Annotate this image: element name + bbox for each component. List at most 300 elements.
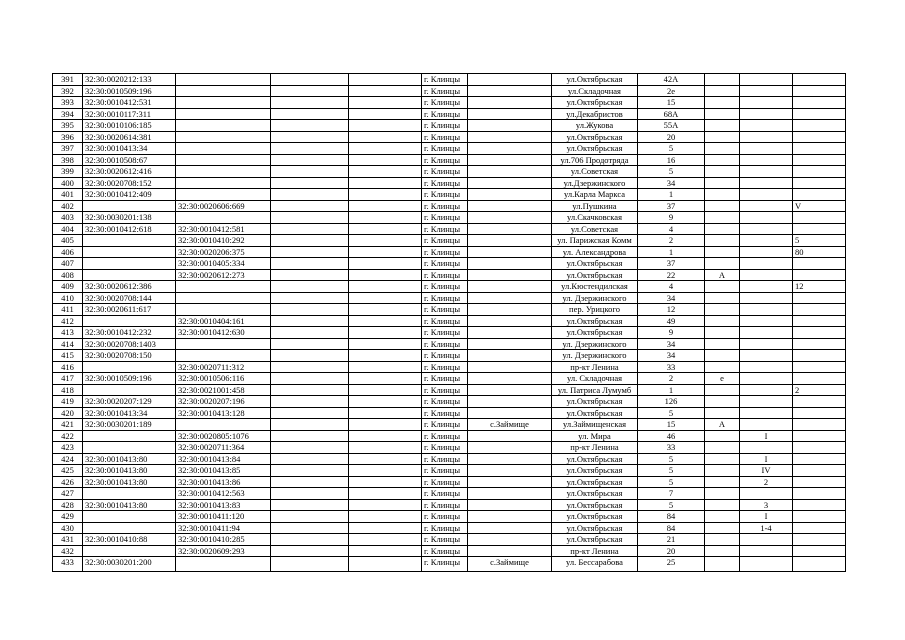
house-number-cell: 16 (638, 154, 705, 166)
letter-cell (705, 177, 740, 189)
settlement-cell (468, 488, 552, 500)
col-4-cell (271, 74, 349, 86)
city-cell: г. Клинцы (422, 534, 468, 546)
room-cell (793, 557, 846, 572)
row-number-cell: 424 (53, 453, 83, 465)
col-4-cell (271, 373, 349, 385)
settlement-cell (468, 281, 552, 293)
room-cell (793, 453, 846, 465)
settlement-cell (468, 350, 552, 362)
street-cell: ул.Займищенская (552, 419, 638, 431)
col-5-cell (349, 396, 422, 408)
col-4-cell (271, 499, 349, 511)
col-4-cell (271, 465, 349, 477)
table-row (53, 557, 846, 572)
cadastral-number-2-cell: 32:30:0021001:458 (176, 384, 271, 396)
col-4-cell (271, 97, 349, 109)
table-row (53, 396, 846, 408)
cadastral-number-cell: 32:30:0010117:311 (83, 108, 176, 120)
cadastral-number-cell (83, 384, 176, 396)
col-4-cell (271, 557, 349, 572)
col-4-cell (271, 534, 349, 546)
street-cell: ул.Октябрьская (552, 315, 638, 327)
settlement-cell (468, 154, 552, 166)
table-row (53, 154, 846, 166)
row-number-cell: 391 (53, 74, 83, 86)
unit-cell (740, 304, 793, 316)
col-5-cell (349, 212, 422, 224)
street-cell: пр-кт Ленина (552, 442, 638, 454)
house-number-cell: 2 (638, 373, 705, 385)
row-number-cell: 411 (53, 304, 83, 316)
house-number-cell: 37 (638, 200, 705, 212)
col-5-cell (349, 534, 422, 546)
cadastral-number-2-cell: 32:30:0020711:364 (176, 442, 271, 454)
cadastral-number-cell: 32:30:0020708:150 (83, 350, 176, 362)
house-number-cell: 15 (638, 419, 705, 431)
row-number-cell: 398 (53, 154, 83, 166)
street-cell: ул.Октябрьская (552, 258, 638, 270)
table-row (53, 350, 846, 362)
col-4-cell (271, 315, 349, 327)
col-5-cell (349, 384, 422, 396)
city-cell: г. Клинцы (422, 269, 468, 281)
col-4-cell (271, 442, 349, 454)
house-number-cell: 25 (638, 557, 705, 572)
row-number-cell: 396 (53, 131, 83, 143)
city-cell: г. Клинцы (422, 545, 468, 557)
city-cell: г. Клинцы (422, 246, 468, 258)
room-cell (793, 315, 846, 327)
cadastral-number-2-cell (176, 350, 271, 362)
col-5-cell (349, 361, 422, 373)
col-5-cell (349, 304, 422, 316)
cadastral-number-2-cell (176, 154, 271, 166)
cadastral-number-2-cell (176, 557, 271, 572)
row-number-cell: 399 (53, 166, 83, 178)
row-number-cell: 402 (53, 200, 83, 212)
house-number-cell: 4 (638, 223, 705, 235)
row-number-cell: 420 (53, 407, 83, 419)
row-number-cell: 414 (53, 338, 83, 350)
street-cell: ул. Патриса Лумумб (552, 384, 638, 396)
cadastral-number-2-cell: 32:30:0010506:116 (176, 373, 271, 385)
cadastral-number-2-cell: 32:30:0010412:630 (176, 327, 271, 339)
cadastral-number-2-cell: 32:30:0020612:273 (176, 269, 271, 281)
room-cell (793, 373, 846, 385)
col-5-cell (349, 499, 422, 511)
col-4-cell (271, 212, 349, 224)
col-5-cell (349, 85, 422, 97)
table-row (53, 177, 846, 189)
row-number-cell: 394 (53, 108, 83, 120)
cadastral-number-2-cell: 32:30:0010410:285 (176, 534, 271, 546)
row-number-cell: 416 (53, 361, 83, 373)
city-cell: г. Клинцы (422, 304, 468, 316)
row-number-cell: 427 (53, 488, 83, 500)
table-row (53, 143, 846, 155)
row-number-cell: 393 (53, 97, 83, 109)
letter-cell (705, 499, 740, 511)
unit-cell (740, 120, 793, 132)
settlement-cell (468, 258, 552, 270)
unit-cell (740, 534, 793, 546)
street-cell: пер. Урицкого (552, 304, 638, 316)
col-4-cell (271, 258, 349, 270)
table-row (53, 304, 846, 316)
table-row (53, 246, 846, 258)
house-number-cell: 5 (638, 166, 705, 178)
settlement-cell (468, 442, 552, 454)
city-cell: г. Клинцы (422, 292, 468, 304)
row-number-cell: 432 (53, 545, 83, 557)
row-number-cell: 405 (53, 235, 83, 247)
col-4-cell (271, 246, 349, 258)
col-5-cell (349, 131, 422, 143)
row-number-cell: 429 (53, 511, 83, 523)
unit-cell (740, 200, 793, 212)
cadastral-number-2-cell (176, 74, 271, 86)
col-4-cell (271, 189, 349, 201)
table-row (53, 189, 846, 201)
cadastral-number-cell (83, 442, 176, 454)
unit-cell (740, 350, 793, 362)
unit-cell (740, 189, 793, 201)
cadastral-number-cell: 32:30:0010412:232 (83, 327, 176, 339)
room-cell (793, 522, 846, 534)
letter-cell (705, 430, 740, 442)
street-cell: пр-кт Ленина (552, 361, 638, 373)
street-cell: ул.Октябрьская (552, 499, 638, 511)
table-row (53, 534, 846, 546)
cadastral-number-2-cell (176, 281, 271, 293)
room-cell: 5 (793, 235, 846, 247)
unit-cell (740, 258, 793, 270)
table-row (53, 522, 846, 534)
cadastral-number-2-cell: 32:30:0010413:84 (176, 453, 271, 465)
unit-cell (740, 235, 793, 247)
city-cell: г. Клинцы (422, 522, 468, 534)
street-cell: ул.Складочная (552, 85, 638, 97)
cadastral-number-2-cell: 32:30:0020207:196 (176, 396, 271, 408)
house-number-cell: 55А (638, 120, 705, 132)
house-number-cell: 34 (638, 338, 705, 350)
cadastral-number-2-cell (176, 292, 271, 304)
settlement-cell (468, 315, 552, 327)
letter-cell (705, 327, 740, 339)
col-5-cell (349, 258, 422, 270)
letter-cell (705, 338, 740, 350)
row-number-cell: 417 (53, 373, 83, 385)
letter-cell (705, 545, 740, 557)
letter-cell (705, 131, 740, 143)
street-cell: ул.Скачковская (552, 212, 638, 224)
city-cell: г. Клинцы (422, 131, 468, 143)
letter-cell (705, 97, 740, 109)
letter-cell (705, 281, 740, 293)
street-cell: ул.Октябрьская (552, 407, 638, 419)
col-4-cell (271, 338, 349, 350)
room-cell (793, 85, 846, 97)
cadastral-number-cell (83, 246, 176, 258)
room-cell (793, 120, 846, 132)
table-row (53, 223, 846, 235)
city-cell: г. Клинцы (422, 373, 468, 385)
house-number-cell: 33 (638, 442, 705, 454)
room-cell (793, 292, 846, 304)
row-number-cell: 408 (53, 269, 83, 281)
settlement-cell (468, 430, 552, 442)
settlement-cell (468, 396, 552, 408)
cadastral-number-cell (83, 200, 176, 212)
street-cell: ул. Александрова (552, 246, 638, 258)
unit-cell: 2 (740, 476, 793, 488)
row-number-cell: 403 (53, 212, 83, 224)
col-4-cell (271, 545, 349, 557)
settlement-cell (468, 384, 552, 396)
cadastral-number-2-cell: 32:30:0010413:85 (176, 465, 271, 477)
street-cell: ул.Кюстендилская (552, 281, 638, 293)
letter-cell (705, 85, 740, 97)
unit-cell: I (740, 511, 793, 523)
col-4-cell (271, 281, 349, 293)
col-4-cell (271, 488, 349, 500)
house-number-cell: 5 (638, 465, 705, 477)
row-number-cell: 395 (53, 120, 83, 132)
settlement-cell: с.Займище (468, 419, 552, 431)
letter-cell (705, 361, 740, 373)
col-4-cell (271, 108, 349, 120)
house-number-cell: 126 (638, 396, 705, 408)
house-number-cell: 9 (638, 212, 705, 224)
street-cell: ул.Октябрьская (552, 143, 638, 155)
row-number-cell: 392 (53, 85, 83, 97)
house-number-cell: 7 (638, 488, 705, 500)
table-row (53, 465, 846, 477)
settlement-cell (468, 131, 552, 143)
col-5-cell (349, 488, 422, 500)
col-4-cell (271, 85, 349, 97)
settlement-cell (468, 407, 552, 419)
unit-cell (740, 85, 793, 97)
settlement-cell (468, 223, 552, 235)
cadastral-number-cell: 32:30:0020207:129 (83, 396, 176, 408)
street-cell: ул.Октябрьская (552, 488, 638, 500)
table-row (53, 511, 846, 523)
settlement-cell (468, 453, 552, 465)
city-cell: г. Клинцы (422, 511, 468, 523)
city-cell: г. Клинцы (422, 223, 468, 235)
table-row (53, 108, 846, 120)
row-number-cell: 412 (53, 315, 83, 327)
table-row (53, 338, 846, 350)
city-cell: г. Клинцы (422, 189, 468, 201)
house-number-cell: 34 (638, 292, 705, 304)
col-5-cell (349, 108, 422, 120)
city-cell: г. Клинцы (422, 361, 468, 373)
settlement-cell (468, 200, 552, 212)
table-row (53, 212, 846, 224)
col-5-cell (349, 143, 422, 155)
settlement-cell (468, 74, 552, 86)
street-cell: ул. Дзержинского (552, 350, 638, 362)
col-4-cell (271, 166, 349, 178)
unit-cell (740, 442, 793, 454)
cadastral-number-cell: 32:30:0020212:133 (83, 74, 176, 86)
city-cell: г. Клинцы (422, 108, 468, 120)
cadastral-number-2-cell (176, 143, 271, 155)
unit-cell (740, 396, 793, 408)
col-4-cell (271, 350, 349, 362)
row-number-cell: 421 (53, 419, 83, 431)
room-cell (793, 499, 846, 511)
cadastral-number-cell (83, 315, 176, 327)
house-number-cell: 21 (638, 534, 705, 546)
unit-cell (740, 246, 793, 258)
house-number-cell: 1 (638, 246, 705, 258)
settlement-cell (468, 476, 552, 488)
col-4-cell (271, 120, 349, 132)
cadastral-number-2-cell: 32:30:0010410:292 (176, 235, 271, 247)
letter-cell (705, 350, 740, 362)
city-cell: г. Клинцы (422, 407, 468, 419)
house-number-cell: 33 (638, 361, 705, 373)
row-number-cell: 400 (53, 177, 83, 189)
col-5-cell (349, 177, 422, 189)
letter-cell (705, 108, 740, 120)
unit-cell (740, 315, 793, 327)
unit-cell (740, 545, 793, 557)
letter-cell: А (705, 269, 740, 281)
col-5-cell (349, 166, 422, 178)
table-row (53, 361, 846, 373)
letter-cell (705, 522, 740, 534)
cadastral-number-cell: 32:30:0010413:80 (83, 476, 176, 488)
cadastral-number-2-cell (176, 166, 271, 178)
table-row (53, 384, 846, 396)
col-4-cell (271, 419, 349, 431)
house-number-cell: 5 (638, 407, 705, 419)
cadastral-number-cell (83, 522, 176, 534)
settlement-cell (468, 177, 552, 189)
col-5-cell (349, 453, 422, 465)
cadastral-number-cell: 32:30:0010413:80 (83, 465, 176, 477)
city-cell: г. Клинцы (422, 396, 468, 408)
col-4-cell (271, 269, 349, 281)
settlement-cell (468, 534, 552, 546)
street-cell: ул.Октябрьская (552, 269, 638, 281)
street-cell: ул.Карла Маркса (552, 189, 638, 201)
col-4-cell (271, 292, 349, 304)
room-cell (793, 74, 846, 86)
table-row (53, 407, 846, 419)
col-5-cell (349, 465, 422, 477)
city-cell: г. Клинцы (422, 419, 468, 431)
street-cell: ул.Октябрьская (552, 534, 638, 546)
cadastral-number-2-cell: 32:30:0020206:375 (176, 246, 271, 258)
unit-cell (740, 131, 793, 143)
letter-cell (705, 407, 740, 419)
cadastral-number-2-cell: 32:30:0020606:669 (176, 200, 271, 212)
letter-cell (705, 304, 740, 316)
col-5-cell (349, 442, 422, 454)
row-number-cell: 426 (53, 476, 83, 488)
row-number-cell: 413 (53, 327, 83, 339)
cadastral-number-cell (83, 545, 176, 557)
room-cell (793, 476, 846, 488)
cadastral-number-cell (83, 235, 176, 247)
settlement-cell (468, 246, 552, 258)
cadastral-number-2-cell: 32:30:0010412:563 (176, 488, 271, 500)
table-row (53, 430, 846, 442)
letter-cell (705, 143, 740, 155)
table-row (53, 327, 846, 339)
city-cell: г. Клинцы (422, 465, 468, 477)
row-number-cell: 428 (53, 499, 83, 511)
house-number-cell: 15 (638, 97, 705, 109)
street-cell: пр-кт Ленина (552, 545, 638, 557)
unit-cell (740, 281, 793, 293)
col-5-cell (349, 74, 422, 86)
city-cell: г. Клинцы (422, 177, 468, 189)
cadastral-number-cell: 32:30:0010413:80 (83, 453, 176, 465)
cadastral-number-cell (83, 258, 176, 270)
settlement-cell (468, 120, 552, 132)
house-number-cell: 37 (638, 258, 705, 270)
street-cell: ул. Парижская Комм (552, 235, 638, 247)
row-number-cell: 422 (53, 430, 83, 442)
settlement-cell (468, 189, 552, 201)
col-5-cell (349, 235, 422, 247)
cadastral-number-cell: 32:30:0020612:416 (83, 166, 176, 178)
letter-cell (705, 315, 740, 327)
house-number-cell: 12 (638, 304, 705, 316)
table-row (53, 453, 846, 465)
unit-cell (740, 327, 793, 339)
row-number-cell: 433 (53, 557, 83, 572)
cadastral-number-2-cell: 32:30:0010411:120 (176, 511, 271, 523)
table-row (53, 499, 846, 511)
room-cell (793, 212, 846, 224)
cadastral-number-cell: 32:30:0010410:88 (83, 534, 176, 546)
letter-cell (705, 246, 740, 258)
house-number-cell: 20 (638, 131, 705, 143)
room-cell (793, 189, 846, 201)
cadastral-number-2-cell: 32:30:0020805:1076 (176, 430, 271, 442)
col-4-cell (271, 430, 349, 442)
city-cell: г. Клинцы (422, 557, 468, 572)
unit-cell (740, 177, 793, 189)
col-5-cell (349, 120, 422, 132)
house-number-cell: 9 (638, 327, 705, 339)
unit-cell: 1-4 (740, 522, 793, 534)
table-row (53, 235, 846, 247)
registry-table (52, 73, 846, 572)
room-cell (793, 488, 846, 500)
cadastral-number-cell (83, 511, 176, 523)
settlement-cell (468, 327, 552, 339)
settlement-cell (468, 85, 552, 97)
street-cell: ул.Дзержинского (552, 177, 638, 189)
row-number-cell: 401 (53, 189, 83, 201)
cadastral-number-2-cell (176, 85, 271, 97)
col-4-cell (271, 522, 349, 534)
col-5-cell (349, 511, 422, 523)
house-number-cell: 84 (638, 522, 705, 534)
unit-cell (740, 166, 793, 178)
room-cell (793, 396, 846, 408)
table-row (53, 97, 846, 109)
